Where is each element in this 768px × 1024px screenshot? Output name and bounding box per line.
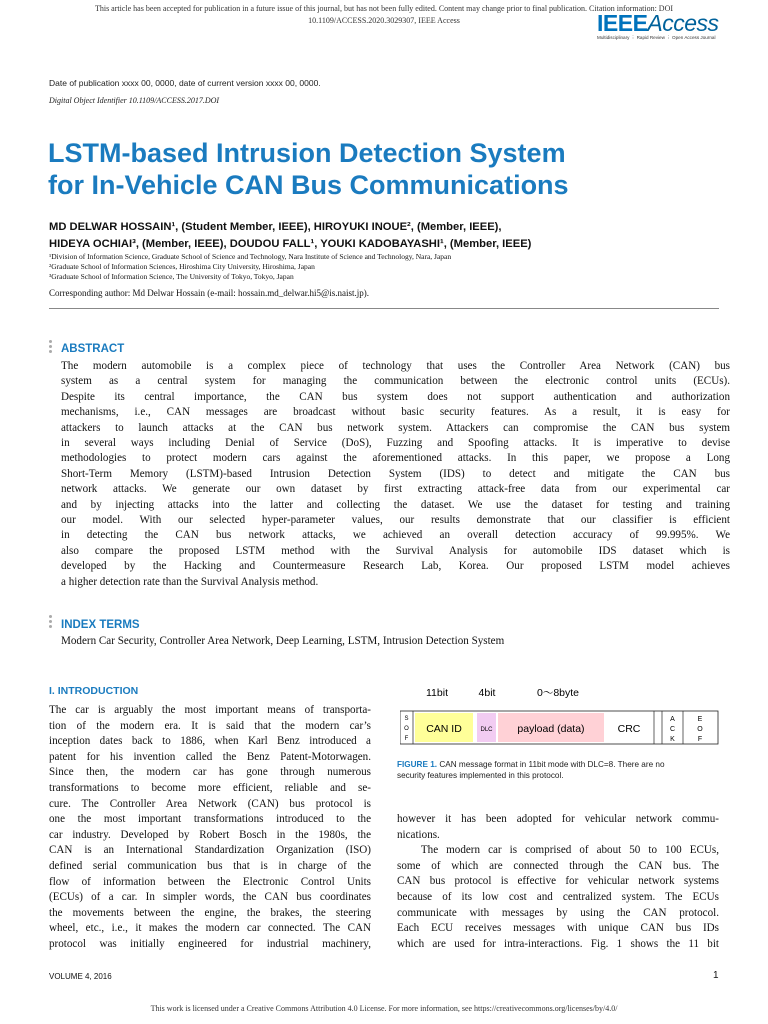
body-line: one the most important transformations introduced to the xyxy=(49,813,371,826)
index-terms-heading: INDEX TERMS xyxy=(61,619,140,631)
abstract-line: mechanisms, i.e., CAN messages are broadcast without basic security features. As a result, it is easy for xyxy=(61,406,730,419)
abstract-line: our model. With our selected hyper-parameter values, our results demonstrate that our classifier is efficient xyxy=(61,514,730,527)
figure-caption-text: CAN message format in 11bit mode with DLC=8. There are no xyxy=(439,760,665,769)
logo-tagline: Multidisciplinary ⋮ Rapid Review ⋮ Open Access Journal xyxy=(597,35,716,40)
affiliation: ¹Division of Information Science, Graduate School of Science and Technology, Nara Institute of Science and Technology, Nara, Japan xyxy=(49,252,452,261)
ieee-access-logo xyxy=(597,10,717,50)
body-line: Since then, the modern car has gone through numerous xyxy=(49,766,371,779)
license-notice: This work is licensed under a Creative Commons Attribution 4.0 License. For more information, see https://creativecommons.org/licenses/by/4.0/ xyxy=(150,1004,618,1013)
abstract-line: methodologies to protect modern cars against the aforementioned attacks. In this paper, we propose a Long xyxy=(61,452,730,465)
body-line: flow of information between the Electronic Control Units xyxy=(49,875,371,888)
ack-field xyxy=(670,716,675,743)
abstract-line: in detecting the CAN bus network attacks, we achieved an overall detection accuracy of 99.995%. We xyxy=(61,529,730,542)
introduction-heading: I. INTRODUCTION xyxy=(49,685,139,697)
body-line: the movements between the engine, the brakes, the steering xyxy=(49,906,371,919)
authors-line: HIDEYA OCHIAI³, (Member, IEEE), DOUDOU FALL¹, YOUKI KADOBAYASHI¹, (Member, IEEE) xyxy=(49,238,532,250)
intro-left-column xyxy=(49,703,371,953)
sof-char: F xyxy=(404,736,409,742)
abstract-line: a higher detection rate than the Survival Analysis method. xyxy=(61,575,319,588)
body-line: patent for his invention called the Benz Patent-Motorwagen. xyxy=(49,750,371,763)
body-line: The modern car is comprised of about 50 to 100 ECUs, xyxy=(397,844,719,857)
intro-right-column xyxy=(397,812,719,952)
ack-char: K xyxy=(670,736,675,743)
author-list xyxy=(49,219,729,253)
ack-char: A xyxy=(670,716,675,723)
body-line: inception dates back to 1886, when Karl Benz introduced a xyxy=(49,735,371,748)
abstract-line: in several ways including Denial of Service (DoS), Fuzzing and Spoofing attacks. It is imperative to devise xyxy=(61,437,730,450)
body-line: which are used for intra-interactions. Fig. 1 shows the 11 bit xyxy=(397,937,719,950)
body-line: tion of the modern era. It is said that the modern car’s xyxy=(49,719,371,732)
body-line: transformations to become more efficient, reliable and se- xyxy=(49,781,371,794)
title-line: for In-Vehicle CAN Bus Communications xyxy=(48,170,569,200)
fig-label-4bit: 4bit xyxy=(478,687,496,699)
body-line: cure. The Controller Area Network (CAN) bus protocol is xyxy=(49,797,371,810)
abstract-line: attackers to launch attacks at the CAN bus network system. Attackers can compromise the CAN bus system xyxy=(61,421,730,434)
body-line: because of its low cost and centralized system. The ECUs xyxy=(397,890,719,903)
page-number: 1 xyxy=(713,970,719,981)
publication-date: Date of publication xxxx 00, 0000, date of current version xxxx 00, 0000. xyxy=(49,78,321,88)
eof-field xyxy=(697,716,703,743)
fig-label-payload-size: 0～8byte xyxy=(536,687,580,699)
body-line: wheel, etc., i.e., it makes the modern car connected. The CAN xyxy=(49,922,371,935)
logo-ieee-text: IEEE xyxy=(597,10,648,36)
section-dots-icon xyxy=(49,340,53,355)
authors-line: MD DELWAR HOSSAIN¹, (Student Member, IEEE), HIROYUKI INOUE², (Member, IEEE), xyxy=(49,221,502,233)
notice-line-2: 10.1109/ACCESS.2020.3029307, IEEE Access xyxy=(308,16,460,25)
abstract-heading: ABSTRACT xyxy=(61,343,125,355)
abstract-line: Despite its central importance, the CAN bus system does not support authentication and authorization xyxy=(61,390,730,403)
abstract-line: network attacks. We generate our own dataset by first extracting attack-free data from our experimental car xyxy=(61,483,730,496)
sof-field xyxy=(404,716,409,742)
body-line: nications. xyxy=(397,828,440,841)
can-message-format-figure xyxy=(400,684,720,749)
doi-line: Digital Object Identifier 10.1109/ACCESS.2017.DOI xyxy=(49,96,220,105)
abstract-line: system as a central system for managing the communication between the electronic control units (ECUs). xyxy=(61,375,730,388)
abstract-line: also compare the proposed LSTM method with the Survival Analysis for automobile IDS dataset which is xyxy=(61,544,730,557)
can-id-label: CAN ID xyxy=(426,723,462,735)
body-line: communicate with messages by using the CAN protocol. xyxy=(397,906,719,919)
dlc-label: DLC xyxy=(480,727,493,733)
body-line: Each ECU receives messages with unique CAN bus IDs xyxy=(397,922,719,935)
logo-access-text: Access xyxy=(647,10,719,36)
body-line: (ECUs) of a car. In simpler words, the CAN bus coordinates xyxy=(49,891,371,904)
volume-label: VOLUME 4, 2016 xyxy=(49,972,112,981)
body-line: CAN is an International Standardization Organization (ISO) xyxy=(49,844,371,857)
title-line: LSTM-based Intrusion Detection System xyxy=(48,138,566,168)
notice-line-1: This article has been accepted for publication in a future issue of this journal, but has not been fully edited. Content may change prior to final publication. Citation information: DOI xyxy=(94,4,674,13)
abstract-line: Short-Term Memory (LSTM)-based Intrusion Detection System (IDS) to detect and mitigate the CAN bus xyxy=(61,467,730,480)
affiliations xyxy=(49,252,729,282)
eof-char: O xyxy=(697,726,703,733)
header-divider xyxy=(49,308,719,309)
corresponding-author: Corresponding author: Md Delwar Hossain (e-mail: hossain.md_delwar.hi5@is.naist.jp). xyxy=(49,288,369,298)
body-line: defined serial communication bus that is in charge of the xyxy=(49,859,371,872)
figure-caption-label: FIGURE 1. xyxy=(397,760,438,769)
sof-char: O xyxy=(404,726,409,732)
eof-char: E xyxy=(697,716,703,723)
index-terms-text: Modern Car Security, Controller Area Network, Deep Learning, LSTM, Intrusion Detection System xyxy=(61,635,505,647)
fig-label-11bit: 11bit xyxy=(426,687,448,699)
affiliation: ²Graduate School of Information Sciences, Hiroshima City University, Hiroshima, Japan xyxy=(49,262,315,271)
affiliation: ³Graduate School of Information Science, The University of Tokyo, Tokyo, Japan xyxy=(49,272,294,281)
body-line: CAN bus protocol is effective for vehicular network systems xyxy=(397,875,719,888)
body-line: protocol was initially engineered for industrial machinery, xyxy=(49,937,371,950)
abstract-line: developed by the Hacking and Countermeasure Research Lab, Korea. Our proposed LSTM model achieves xyxy=(61,560,730,573)
section-dots-icon xyxy=(49,615,53,630)
body-line: some of which are connected through the CAN bus. The xyxy=(397,859,719,872)
body-line: car industry. Developed by Robert Bosch in the 1980s, the xyxy=(49,828,371,841)
eof-char: F xyxy=(697,736,703,743)
payload-label: payload (data) xyxy=(517,723,585,735)
paper-title xyxy=(48,137,708,201)
sof-char: S xyxy=(404,716,409,722)
abstract-body xyxy=(61,359,730,590)
figure-caption xyxy=(397,759,719,781)
crc-label: CRC xyxy=(617,723,641,735)
figure-caption-text: security features implemented in this protocol. xyxy=(397,771,564,780)
abstract-line: and by injecting attacks into the latter and collecting the dataset. We use the dataset for testing and training xyxy=(61,498,730,511)
body-line: however it has been adopted for vehicular network commu- xyxy=(397,813,719,825)
ack-char: C xyxy=(669,726,676,733)
abstract-line: The modern automobile is a complex piece of technology that uses the Controller Area Network (CAN) bus xyxy=(61,360,730,372)
body-line: The car is arguably the most important means of transporta- xyxy=(49,704,371,716)
